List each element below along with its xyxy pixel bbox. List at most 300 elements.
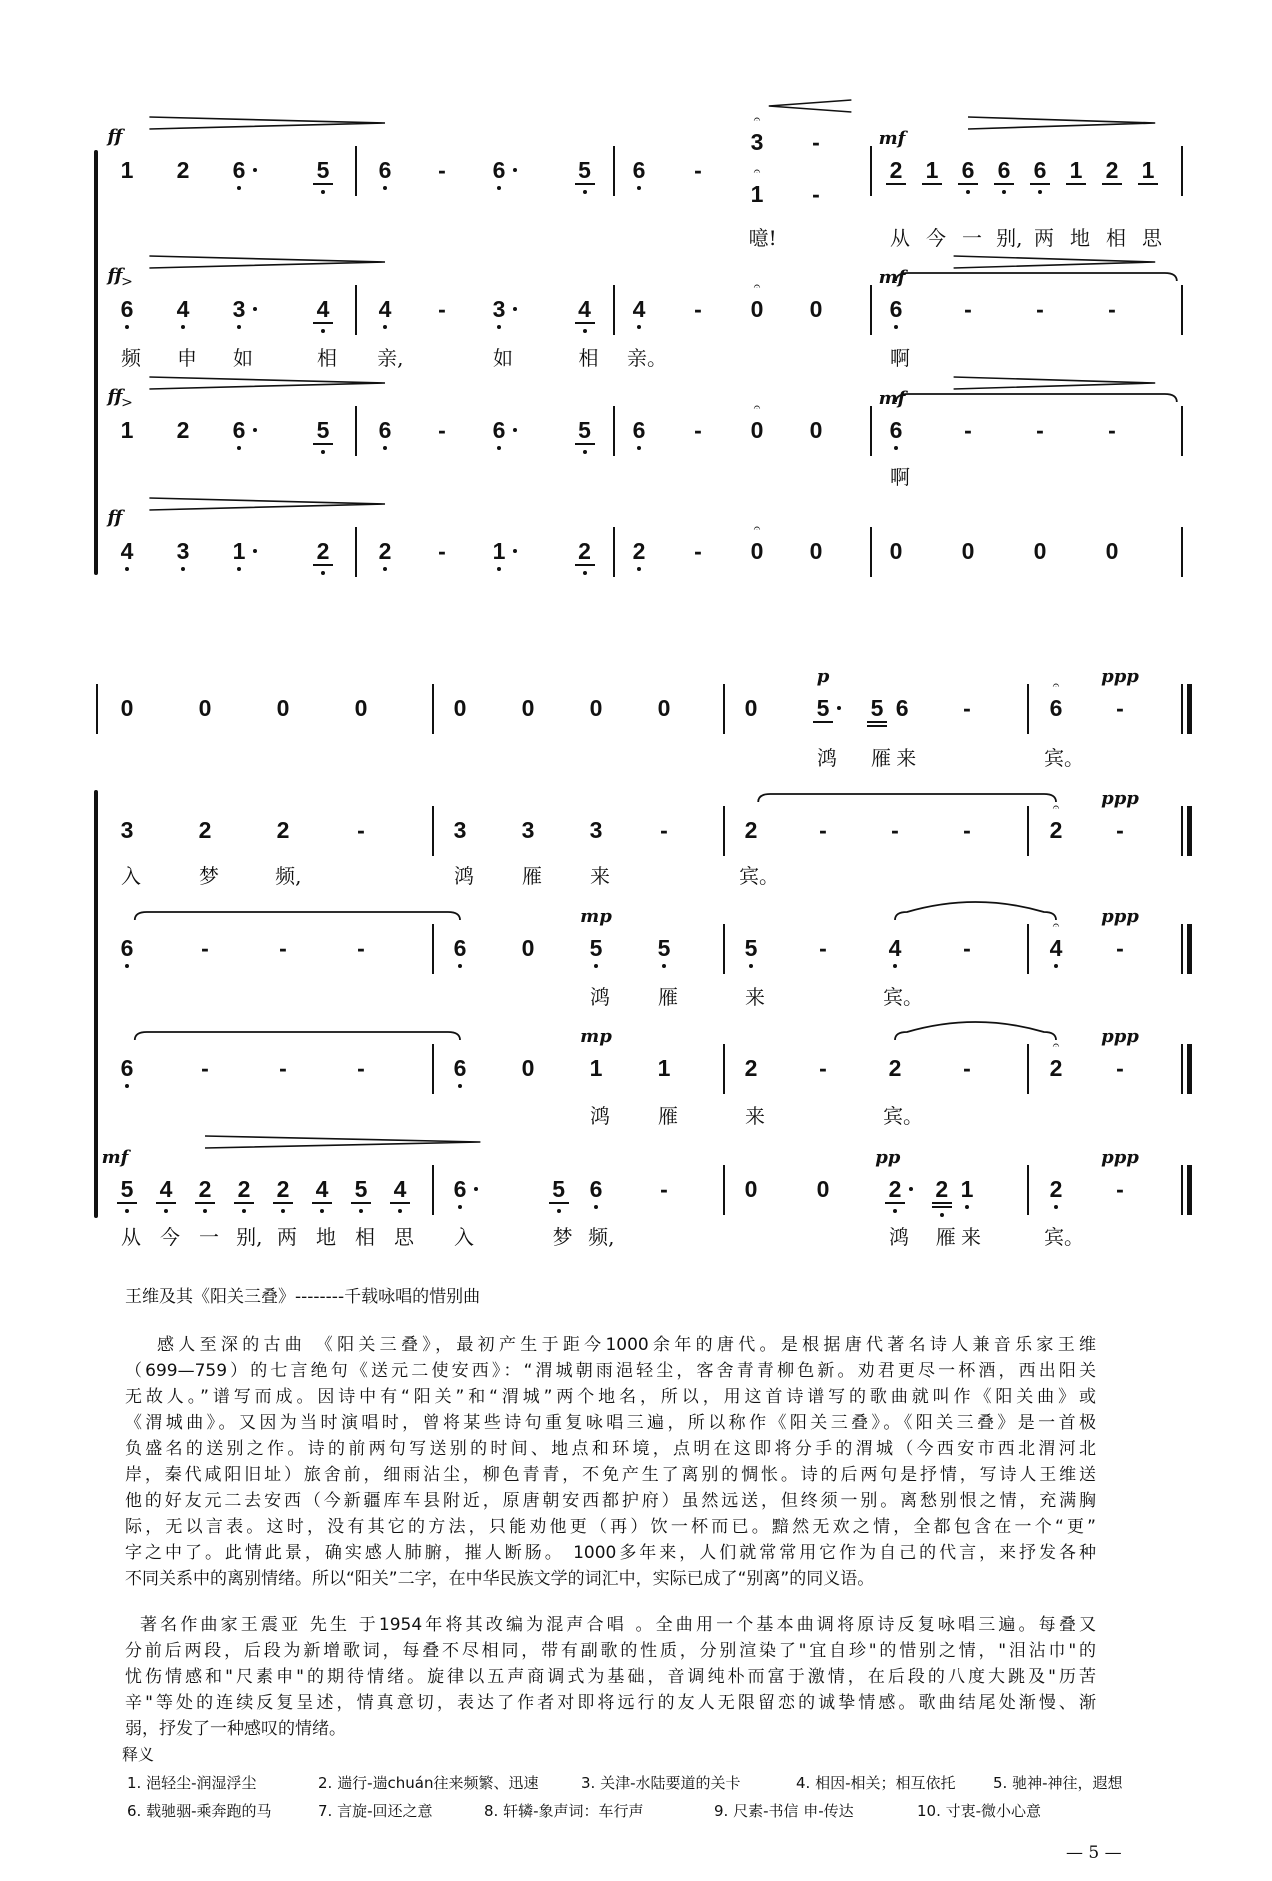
- note: 6: [889, 296, 903, 322]
- paragraph-1-line: 《渭城曲》。又因为当时演唱时，曾将某些诗句重复咏唱三遍，所以称作《阳关三叠》。《阳关三叠》是一首极: [125, 1413, 1096, 1433]
- low-octave-dot: [281, 1209, 285, 1213]
- note: 2: [316, 538, 330, 564]
- accent-icon: >: [121, 274, 133, 290]
- low-octave-dot: [1038, 190, 1042, 194]
- dash-extension: -: [812, 129, 820, 155]
- lyric: 宾。: [883, 1104, 923, 1128]
- underline-beam: [886, 183, 906, 185]
- note: 0: [816, 1176, 830, 1202]
- barline: [1181, 406, 1183, 456]
- underline-beam: [234, 1202, 254, 1204]
- underline-beam: [575, 564, 595, 566]
- barline: [355, 406, 357, 456]
- lyric: 从: [890, 226, 910, 250]
- note: 2: [1105, 157, 1119, 183]
- glossary-item: 2. 遄行-遄chuán往来频繁、迅速: [318, 1774, 539, 1792]
- dash-extension: -: [1116, 935, 1124, 961]
- note: 0: [809, 538, 823, 564]
- underline-beam: [195, 1202, 215, 1204]
- note: 6: [632, 417, 646, 443]
- note: 5: [589, 935, 603, 961]
- note: 2: [744, 1055, 758, 1081]
- note: 3: [453, 817, 467, 843]
- note: 6: [120, 935, 134, 961]
- barline: [1027, 684, 1029, 734]
- underline-beam: [549, 1202, 569, 1204]
- note: 0: [120, 695, 134, 721]
- underline-beam: [813, 721, 833, 723]
- paragraph-1-line: 无故人。”谱写而成。因诗中有“阳关”和“渭城”两个地名，所以，用这首诗谱写的歌曲就叫作《阳关曲》或: [125, 1387, 1096, 1407]
- lyric: 别,: [996, 226, 1023, 250]
- paragraph-2-line: 弱，抒发了一种感叹的情绪。: [125, 1719, 346, 1739]
- lyric: 鸿: [889, 1225, 909, 1249]
- note: 4: [315, 1176, 329, 1202]
- underline-beam: [922, 183, 942, 185]
- note: 0 𝄐: [750, 521, 764, 564]
- note: 0: [521, 1055, 535, 1081]
- dash-extension: -: [1116, 1055, 1124, 1081]
- low-octave-dot: [321, 190, 325, 194]
- barline: [870, 285, 872, 335]
- note: 0 𝄐: [750, 400, 764, 443]
- dynamic-marking: mf: [101, 1147, 129, 1168]
- low-octave-dot: [497, 567, 501, 571]
- final-barline-thick: [1187, 1165, 1192, 1215]
- note: 2: [578, 538, 592, 564]
- final-barline: [1181, 684, 1183, 734]
- glossary-item: 10. 寸衷-微小心意: [917, 1802, 1042, 1820]
- barline: [1181, 146, 1183, 196]
- low-octave-dot: [594, 1205, 598, 1209]
- dash-extension: -: [1116, 817, 1124, 843]
- dash-extension: -: [1116, 695, 1124, 721]
- low-octave-dot: [940, 1213, 944, 1217]
- lyric: 如: [493, 346, 513, 370]
- note: 6: [997, 157, 1011, 183]
- note: 1: [1141, 157, 1155, 183]
- lyric: 来: [961, 1225, 981, 1249]
- fermata-icon: 𝄐: [753, 164, 761, 178]
- underline-beam: [958, 183, 978, 185]
- note: 4: [378, 296, 392, 322]
- low-octave-dot: [749, 964, 753, 968]
- underline-beam: [1030, 183, 1050, 185]
- note: 0: [354, 695, 368, 721]
- lyric: 地: [316, 1225, 336, 1249]
- note: 4 𝄐: [1049, 935, 1063, 961]
- low-octave-dot: [637, 325, 641, 329]
- low-octave-dot: [237, 446, 241, 450]
- dynamic-marking: ppp: [1101, 906, 1139, 927]
- note: 5: [354, 1176, 368, 1202]
- augmentation-dot: [253, 428, 257, 432]
- slur: [135, 912, 460, 920]
- note: 6: [589, 1176, 603, 1202]
- lyric: 申: [177, 346, 197, 370]
- lyric: 宾。: [1044, 1225, 1084, 1249]
- note: 3: [120, 817, 134, 843]
- note: 2: [888, 1055, 902, 1081]
- dash-extension: -: [891, 817, 899, 843]
- fermata-icon: 𝄐: [1052, 1038, 1060, 1052]
- slur: [758, 794, 1056, 802]
- barline: [1027, 806, 1029, 856]
- underline-beam: [575, 183, 595, 185]
- underline-beam: [313, 322, 333, 324]
- diminuendo-hairpin: [149, 117, 385, 129]
- low-octave-dot: [966, 190, 970, 194]
- lyric: 噫!: [748, 226, 777, 250]
- dash-extension: -: [1036, 417, 1044, 443]
- underline-beam: [867, 721, 887, 723]
- note: 4: [120, 538, 134, 564]
- lyric: 鸿: [817, 746, 837, 770]
- glossary-item: 7. 言旋-回还之意: [318, 1802, 433, 1820]
- dynamic-marking: ppp: [1101, 1026, 1139, 1047]
- note: 4: [159, 1176, 173, 1202]
- lyric: 雁: [871, 746, 891, 770]
- underline-beam: [1138, 183, 1158, 185]
- dash-extension: -: [964, 417, 972, 443]
- slur: [895, 1022, 1056, 1040]
- underline-beam: [273, 1202, 293, 1204]
- low-octave-dot: [1054, 964, 1058, 968]
- barline: [432, 1044, 434, 1094]
- underline-beam: [932, 1202, 952, 1204]
- note: 6: [895, 695, 909, 721]
- low-octave-dot: [321, 450, 325, 454]
- underline-beam: [575, 322, 595, 324]
- note: 1: [657, 1055, 671, 1081]
- dash-extension: -: [438, 157, 446, 183]
- final-barline: [1181, 1165, 1183, 1215]
- augmentation-dot: [909, 1187, 913, 1191]
- low-octave-dot: [383, 325, 387, 329]
- barline: [723, 1165, 725, 1215]
- lyric: 雁: [522, 864, 542, 888]
- low-octave-dot: [237, 325, 241, 329]
- dynamic-marking: ppp: [1101, 788, 1139, 809]
- low-octave-dot: [637, 446, 641, 450]
- slur: [895, 902, 1056, 920]
- barline: [723, 1044, 725, 1094]
- augmentation-dot: [253, 307, 257, 311]
- note: 5: [120, 1176, 134, 1202]
- dynamic-marking: ppp: [1101, 1147, 1139, 1168]
- paragraph-1-line: 字之中了。此情此景，确实感人肺腑，摧人断肠。 1000多年来，人们就常常用它作为自己的代言，来抒发各种: [125, 1543, 1096, 1563]
- dash-extension: -: [694, 417, 702, 443]
- note: 0: [744, 695, 758, 721]
- lyric: 相: [1106, 226, 1126, 250]
- dash-extension: -: [694, 538, 702, 564]
- low-octave-dot: [497, 446, 501, 450]
- underline-beam: [312, 1202, 332, 1204]
- note: 5: [744, 935, 758, 961]
- lyric: 频,: [275, 864, 302, 888]
- note: 4: [632, 296, 646, 322]
- barline: [723, 806, 725, 856]
- note: 6: [961, 157, 975, 183]
- lyric: 如: [233, 346, 253, 370]
- low-octave-dot: [242, 1209, 246, 1213]
- lyric: 宾。: [739, 864, 779, 888]
- note: 6: [378, 417, 392, 443]
- note: 2 𝄐: [1049, 1038, 1063, 1081]
- lyric: 一: [962, 226, 982, 250]
- lyric: 来: [896, 746, 917, 770]
- diminuendo-hairpin: [149, 377, 385, 389]
- note: 6 >: [120, 296, 134, 322]
- lyric: 两: [1034, 226, 1054, 250]
- note: 6: [453, 1055, 467, 1081]
- low-octave-dot: [458, 1205, 462, 1209]
- lyric: 来: [745, 985, 765, 1009]
- note: 5: [552, 1176, 566, 1202]
- note: 0: [809, 417, 823, 443]
- underline-beam: [932, 1206, 952, 1208]
- barline: [432, 684, 434, 734]
- dash-extension: -: [963, 695, 971, 721]
- low-octave-dot: [181, 325, 185, 329]
- note: 6: [378, 157, 392, 183]
- glossary-item: 3. 关津-水陆要道的关卡: [581, 1774, 741, 1792]
- underline-beam: [351, 1202, 371, 1204]
- note: 3: [521, 817, 535, 843]
- underline-beam: [1102, 183, 1122, 185]
- dash-extension: -: [438, 296, 446, 322]
- dynamic-marking: ff: [107, 265, 123, 286]
- glossary-item: 6. 载驰骃-乘奔跑的马: [127, 1802, 272, 1820]
- glossary-item: 8. 轩辚-象声词：车行声: [484, 1802, 644, 1820]
- lyric: 梦: [552, 1225, 573, 1249]
- paragraph-1-line: 感人至深的古曲 《阳关三叠》，最初产生于距今1000余年的唐代。是根据唐代著名诗人兼音乐家王维: [157, 1335, 1096, 1355]
- low-octave-dot: [662, 964, 666, 968]
- fermata-icon: 𝄐: [753, 112, 761, 126]
- underline-beam: [390, 1202, 410, 1204]
- dash-extension: -: [1116, 1176, 1124, 1202]
- glossary-item: 4. 相因-相关；相互依托: [796, 1774, 956, 1792]
- note: 1: [1069, 157, 1083, 183]
- dash-extension: -: [1108, 417, 1116, 443]
- augmentation-dot: [837, 706, 841, 710]
- low-octave-dot: [1002, 190, 1006, 194]
- note: 6: [492, 157, 506, 183]
- paragraph-2-line: 分前后两段，后段为新增歌词，每叠不尽相同，带有副歌的性质，分别渲染了"宜自珍"的惜别之情，"泪沾巾"的: [125, 1641, 1096, 1661]
- low-octave-dot: [1054, 1205, 1058, 1209]
- note: 0: [961, 538, 975, 564]
- note: 2: [198, 817, 212, 843]
- dash-extension: -: [694, 296, 702, 322]
- note: 2: [632, 538, 646, 564]
- note: 0: [589, 695, 603, 721]
- lyric: 亲。: [627, 346, 667, 370]
- dash-extension: -: [964, 296, 972, 322]
- note: 0: [453, 695, 467, 721]
- note: 3: [589, 817, 603, 843]
- low-octave-dot: [583, 450, 587, 454]
- lyric: 一: [199, 1225, 219, 1249]
- augmentation-dot: [513, 549, 517, 553]
- note: 1: [492, 538, 506, 564]
- barline: [723, 684, 725, 734]
- fermata-icon: 𝄐: [753, 279, 761, 293]
- low-octave-dot: [383, 446, 387, 450]
- lyric: 别,: [236, 1225, 263, 1249]
- note: 2: [198, 1176, 212, 1202]
- lyric: 今: [160, 1225, 180, 1249]
- low-octave-dot: [637, 567, 641, 571]
- lyric: 鸿: [454, 864, 474, 888]
- lyric: 来: [745, 1104, 765, 1128]
- note: 0 𝄐: [750, 279, 764, 322]
- paragraph-2-line: 著名作曲家王震亚 先生 于1954年将其改编为混声合唱 。全曲用一个基本曲调将原诗反复咏唱三遍。每叠又: [140, 1615, 1096, 1635]
- dynamic-marking: mf: [878, 128, 906, 149]
- dash-extension: -: [963, 817, 971, 843]
- diminuendo-hairpin: [954, 256, 1156, 268]
- note: 4: [393, 1176, 407, 1202]
- glossary-heading: 释义: [122, 1745, 155, 1764]
- diminuendo-hairpin: [954, 377, 1156, 389]
- low-octave-dot: [458, 964, 462, 968]
- underline-beam: [117, 1202, 137, 1204]
- dynamic-marking: ff: [107, 507, 123, 528]
- barline: [1027, 1044, 1029, 1094]
- fermata-icon: 𝄐: [1052, 800, 1060, 814]
- final-barline-thick: [1187, 806, 1192, 856]
- low-octave-dot: [125, 1084, 129, 1088]
- low-octave-dot: [893, 1209, 897, 1213]
- low-octave-dot: [557, 1209, 561, 1213]
- augmentation-dot: [253, 168, 257, 172]
- final-barline-thick: [1187, 1044, 1192, 1094]
- low-octave-dot: [125, 325, 129, 329]
- note: 6: [120, 1055, 134, 1081]
- underline-beam: [156, 1202, 176, 1204]
- note: 2: [744, 817, 758, 843]
- paragraph-1-line: （699—759）的七言绝句《送元二使安西》：“渭城朝雨浥轻尘，客舍青青柳色新。劝君更尽一杯酒，西出阳关: [125, 1361, 1096, 1381]
- low-octave-dot: [125, 1209, 129, 1213]
- underline-beam: [313, 564, 333, 566]
- note: 1: [925, 157, 939, 183]
- slur: [896, 273, 1177, 281]
- augmentation-dot: [253, 549, 257, 553]
- note: 4: [578, 296, 592, 322]
- fermata-icon: 𝄐: [753, 521, 761, 535]
- note: 3: [492, 296, 506, 322]
- low-octave-dot: [894, 325, 898, 329]
- article-title: 王维及其《阳关三叠》--------千载咏唱的惜别曲: [125, 1287, 481, 1307]
- final-barline: [1181, 924, 1183, 974]
- underline-beam: [575, 443, 595, 445]
- note: 2: [1049, 1176, 1063, 1202]
- glossary-item: 5. 驰神-神往，遐想: [993, 1774, 1123, 1792]
- note: 0: [889, 538, 903, 564]
- note: 2: [889, 157, 903, 183]
- low-octave-dot: [637, 186, 641, 190]
- dash-extension: -: [201, 1055, 209, 1081]
- dash-extension: -: [357, 817, 365, 843]
- low-octave-dot: [164, 1209, 168, 1213]
- low-octave-dot: [583, 329, 587, 333]
- note: 6: [1033, 157, 1047, 183]
- system-bracket: [94, 790, 98, 1218]
- low-octave-dot: [321, 329, 325, 333]
- underline-beam: [313, 443, 333, 445]
- dash-extension: -: [660, 817, 668, 843]
- note: 4: [888, 935, 902, 961]
- system-start-barline: [96, 684, 98, 734]
- note: 6 𝄐: [1049, 678, 1063, 721]
- underline-beam: [867, 725, 887, 727]
- dash-extension: -: [357, 935, 365, 961]
- final-barline-thick: [1187, 924, 1192, 974]
- barline: [870, 146, 872, 196]
- low-octave-dot: [383, 186, 387, 190]
- lyric: 啊: [890, 465, 910, 489]
- low-octave-dot: [965, 1205, 969, 1209]
- dynamic-marking: mf: [878, 267, 906, 288]
- low-octave-dot: [383, 567, 387, 571]
- paragraph-1-line: 不同关系中的离别情绪。所以“阳关”二字，在中华民族文学的词汇中，实际已成了“别离”的同义语。: [125, 1569, 875, 1589]
- paragraph-2-line: 忧伤情感和"尺素申"的期待情绪。旋律以五声商调式为基础，音调纯朴而富于激情，在后段的八度大跳及"历苦: [125, 1667, 1096, 1687]
- dynamic-marking: ff: [107, 386, 123, 407]
- augmentation-dot: [474, 1187, 478, 1191]
- low-octave-dot: [203, 1209, 207, 1213]
- note: 2: [276, 1176, 290, 1202]
- barline: [432, 924, 434, 974]
- dynamic-marking: mp: [580, 906, 612, 927]
- barline: [613, 146, 615, 196]
- lyric: 两: [277, 1225, 297, 1249]
- note: 3 𝄐: [750, 112, 764, 155]
- note: 2: [176, 417, 190, 443]
- lyric: 地: [1070, 226, 1090, 250]
- underline-beam: [885, 1202, 905, 1204]
- note: 1: [960, 1176, 974, 1202]
- note: 0: [521, 695, 535, 721]
- note: 1: [589, 1055, 603, 1081]
- note: 1 𝄐: [750, 164, 764, 207]
- barline: [432, 1165, 434, 1215]
- lyric: 相: [317, 346, 337, 370]
- note: 5: [578, 157, 592, 183]
- note: 2: [237, 1176, 251, 1202]
- lyric: 频: [121, 346, 141, 370]
- low-octave-dot: [497, 325, 501, 329]
- barline: [723, 924, 725, 974]
- note: 2: [378, 538, 392, 564]
- barline: [432, 806, 434, 856]
- barline: [355, 527, 357, 577]
- final-barline-thick: [1187, 684, 1192, 734]
- dash-extension: -: [1036, 296, 1044, 322]
- accent-icon: >: [121, 395, 133, 411]
- dash-extension: -: [819, 1055, 827, 1081]
- dynamic-marking: mp: [580, 1026, 612, 1047]
- lyric: 频,: [588, 1225, 615, 1249]
- dash-extension: -: [660, 1176, 668, 1202]
- final-barline: [1181, 1044, 1183, 1094]
- lyric: 相: [355, 1225, 375, 1249]
- low-octave-dot: [320, 1209, 324, 1213]
- dynamic-marking: p: [816, 666, 830, 687]
- dash-extension: -: [438, 538, 446, 564]
- fermata-icon: 𝄐: [1052, 678, 1060, 692]
- lyric: 从: [121, 1225, 141, 1249]
- lyric: 思: [394, 1225, 414, 1249]
- lyric: 今: [926, 226, 946, 250]
- note: 2: [276, 817, 290, 843]
